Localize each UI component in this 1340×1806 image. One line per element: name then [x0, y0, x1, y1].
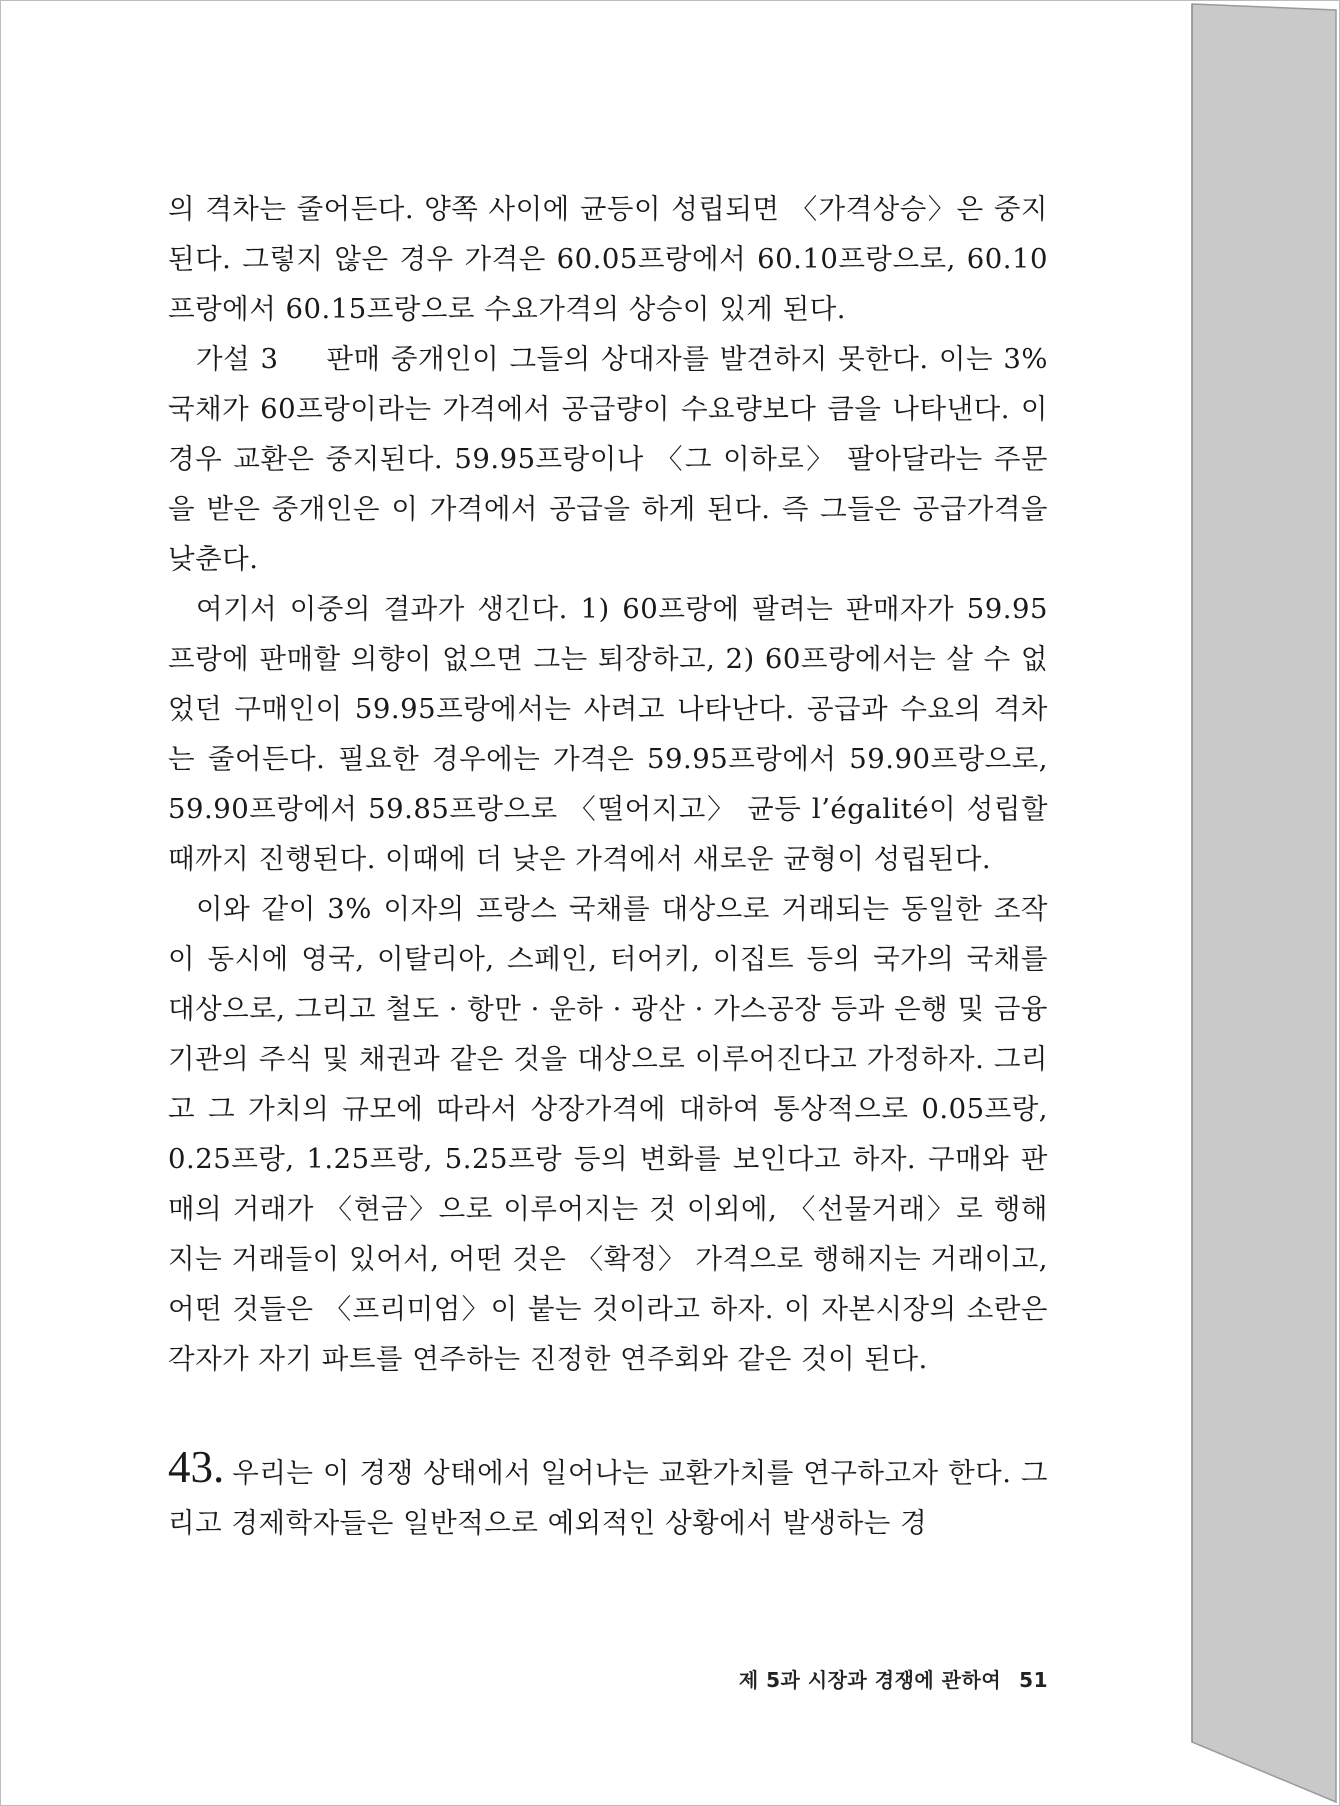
section-text: 우리는 이 경쟁 상태에서 일어나는 교환가치를 연구하고자 한다. 그리고 경제학자들은 일반적으로 예외적인 상황에서 발생하는 경 [168, 1457, 1048, 1539]
paragraph-3: 여기서 이중의 결과가 생긴다. 1) 60프랑에 팔려는 판매자가 59.95프랑에 판매할 의향이 없으면 그는 퇴장하고, 2) 60프랑에서는 살 수 없었던 구매인이 59.95프랑에서는 사려고 나타난다. 공급과 수요의 격차는 줄어든다. 필요한 경우에는 가격은 59.95프랑에서 59.90프랑으로, 59.90프랑에서 59.85프랑으로 〈떨어지고〉 균등 l’égalité이 성립할 때까지 진행된다. 이때에 더 낮은 가격에서 새로운 균형이 성립된다. [168, 593, 1048, 875]
paragraph-4: 이와 같이 3% 이자의 프랑스 국채를 대상으로 거래되는 동일한 조작이 동시에 영국, 이탈리아, 스페인, 터어키, 이집트 등의 국가의 국채를 대상으로, 그리고 철도 · 항만 · 운하 · 광산 · 가스공장 등과 은행 및 금융기관의 주식 및 채권과 같은 것을 대상으로 이루어진다고 가정하자. 그리고 그 가치의 규모에 따라서 상장가격에 대하여 통상적으로 0.05프랑, 0.25프랑, 1.25프랑, 5.25프랑 등의 변화를 보인다고 하자. 구매와 판매의 거래가 〈현금〉으로 이루어지는 것 이외에, 〈선물거래〉로 행해지는 거래들이 있어서, 어떤 것은 〈확정〉 가격으로 행해지는 거래이고, 어떤 것들은 〈프리미엄〉이 붙는 것이라고 하자. 이 자본시장의 소란은 각자가 자기 파트를 연주하는 진정한 연주회와 같은 것이 된다. [168, 893, 1048, 1375]
body-text [168, 184, 1048, 1548]
paragraph-hypothesis-3 [168, 334, 1048, 584]
section-43-paragraph [168, 1442, 1048, 1548]
running-footer [640, 1664, 1048, 1693]
footer-chapter-title: 제 5과 시장과 경쟁에 관하여 [738, 1668, 1002, 1692]
section-number: 43. [168, 1442, 225, 1492]
page-number: 51 [1019, 1668, 1048, 1692]
section-gap [168, 1384, 1048, 1442]
paragraph-1: 의 격차는 줄어든다. 양쪽 사이에 균등이 성립되면 〈가격상승〉은 중지된다. 그렇지 않은 경우 가격은 60.05프랑에서 60.10프랑으로, 60.10프랑에서 60.15프랑으로 수요가격의 상승이 있게 된다. [168, 193, 1048, 325]
book-edge-side [1192, 4, 1336, 1802]
hypothesis-label: 가설 3 [196, 343, 279, 375]
hypothesis-text: 판매 중개인이 그들의 상대자를 발견하지 못한다. 이는 3%국채가 60프랑이라는 가격에서 공급량이 수요량보다 큼을 나타낸다. 이 경우 교환은 중지된다. 59.95프랑이나 〈그 이하로〉 팔아달라는 주문을 받은 중개인은 이 가격에서 공급을 하게 된다. 즉 그들은 공급가격을 낮춘다. [168, 343, 1048, 575]
